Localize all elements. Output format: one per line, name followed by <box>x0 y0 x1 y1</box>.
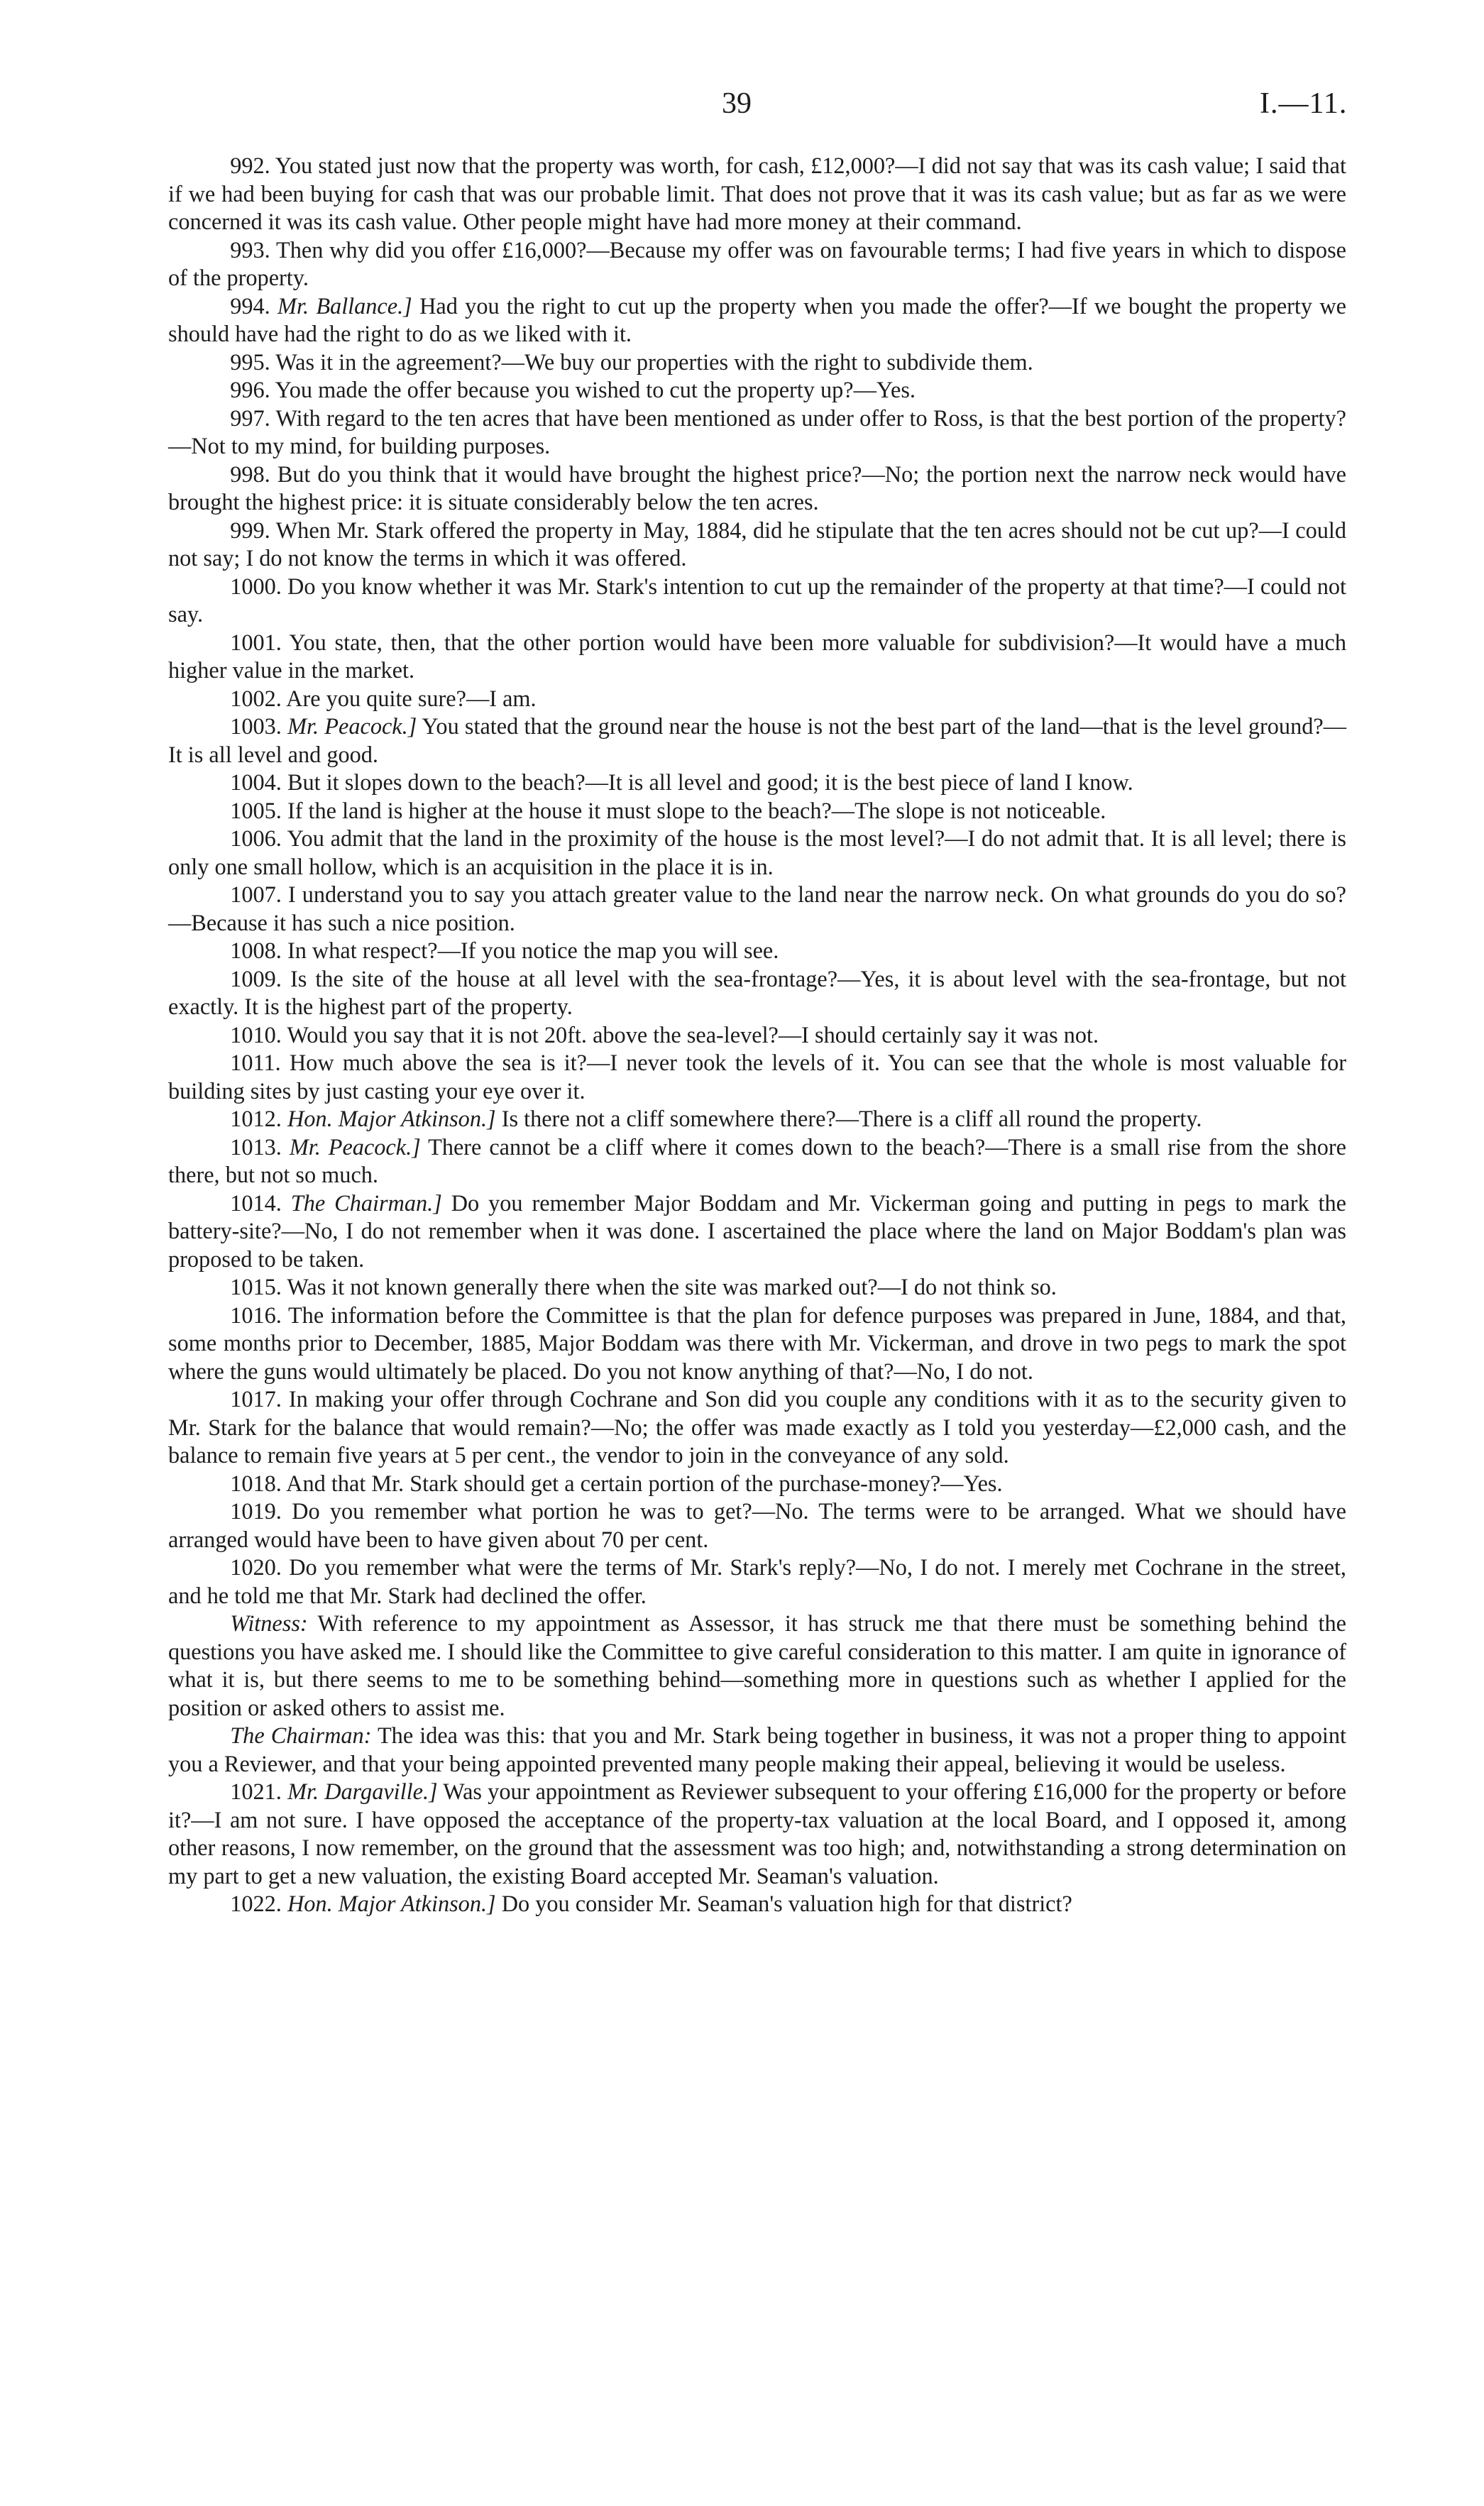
question-number: 1007. <box>230 881 282 907</box>
question-number: 1010. <box>230 1021 282 1048</box>
paragraph-text: Do you remember what portion he was to get?—No. The terms were to be arranged. What we should have arranged would have been to have given about 70 per cent. <box>168 1498 1347 1552</box>
paragraph-text: In what respect?—If you notice the map you will see. <box>287 938 779 963</box>
question-number: 1001. <box>230 629 282 655</box>
paragraph-text: Do you remember what were the terms of Mr. Stark's reply?—No, I do not. I merely met Cochrane in the street, and he told me that Mr. Stark had declined the offer. <box>168 1554 1346 1608</box>
question-number: 1014. <box>230 1189 282 1216</box>
paragraph-text: I understand you to say you attach greater value to the land near the narrow neck. On what grounds do you do so?—Because it has such a nice position. <box>168 881 1347 935</box>
question-number: 1003. <box>230 713 282 739</box>
paragraph-text: The information before the Committee is that the plan for defence purposes was prepared in June, 1884, and that, some months prior to December, 1885, Major Boddam was there with Mr. Vickerman, and drove in two pegs to mark the spot where the guns would ultimately be placed. Do you not know anything of that?—No, I do not. <box>168 1302 1346 1384</box>
paragraph-text: Do you remember Major Boddam and Mr. Vickerman going and putting in pegs to mark the battery-site?—No, I do not remember when it was done. I ascertained the place where the land on Major Boddam's plan was proposed to be taken. <box>168 1189 1346 1272</box>
paragraph-text: You state, then, that the other portion would have been more valuable for subdivision?—It would have a much higher value in the market. <box>168 629 1346 683</box>
paragraph-text: How much above the sea is it?—I never took the levels of it. You can see that the whole is most valuable for building sites by just casting your eye over it. <box>168 1050 1346 1104</box>
paragraph-text: Is there not a cliff somewhere there?—There is a cliff all round the property. <box>501 1106 1202 1131</box>
question-number: 1009. <box>230 965 282 991</box>
page-header <box>0 87 1484 129</box>
question-number: 1017. <box>230 1386 282 1412</box>
paragraph-text: When Mr. Stark offered the property in May, 1884, did he stipulate that the ten acres should not be cut up?—I could not say; I do not know the terms in which it was offered. <box>168 517 1346 571</box>
testimony-paragraph <box>168 713 1346 769</box>
page-number: 39 <box>722 87 752 120</box>
question-number: 995. <box>230 348 270 375</box>
testimony-paragraph <box>168 1722 1346 1778</box>
testimony-paragraph <box>168 1302 1346 1386</box>
testimony-paragraph <box>168 685 1346 713</box>
question-number: 1020. <box>230 1554 282 1580</box>
question-number: 997. <box>230 405 270 431</box>
testimony-paragraph <box>168 1049 1346 1105</box>
testimony-paragraph <box>168 376 1346 405</box>
question-number: 999. <box>230 517 270 543</box>
testimony-paragraph <box>168 292 1346 348</box>
question-number: 1022. <box>230 1891 282 1916</box>
testimony-paragraph <box>168 348 1346 377</box>
paragraph-text: Is the site of the house at all level with the sea-frontage?—Yes, it is about level with the sea-frontage, but not exactly. It is the highest part of the property. <box>168 965 1346 1019</box>
paragraph-text: But do you think that it would have brought the highest price?—No; the portion next the narrow neck would have brought the highest price: it is situate considerably below the ten acres. <box>168 461 1346 515</box>
testimony-paragraph <box>168 1385 1346 1470</box>
testimony-paragraph <box>168 573 1346 629</box>
testimony-paragraph <box>168 1497 1346 1554</box>
paragraph-text: There cannot be a cliff where it comes down to the beach?—There is a small rise from the shore there, but not so much. <box>168 1133 1346 1187</box>
paragraph-text: Was your appointment as Reviewer subsequent to your offering £16,000 for the property or before it?—I am not sure. I have opposed the acceptance of the property-tax valuation at the local Board, and I opposed it, among other reasons, I now remember, on the ground that the assessment was too high; and, notwithstanding a strong determination on my part to get a new valuation, the existing Board accepted Mr. Seaman's valuation. <box>168 1779 1347 1889</box>
question-number: 1012. <box>230 1106 282 1131</box>
question-number: 1018. <box>230 1470 282 1496</box>
testimony-paragraph <box>168 937 1346 965</box>
testimony-paragraph <box>168 461 1346 517</box>
paragraph-text: And that Mr. Stark should get a certain portion of the purchase-money?—Yes. <box>286 1470 1003 1496</box>
question-number: 1006. <box>230 825 282 851</box>
question-number: 1016. <box>230 1302 282 1328</box>
testimony-paragraph <box>168 1105 1346 1133</box>
speaker-label: The Chairman.] <box>290 1189 442 1216</box>
testimony-paragraph <box>168 1890 1346 1918</box>
question-number: 993. <box>230 236 270 263</box>
question-number: 1011. <box>230 1050 281 1075</box>
speaker-label: Mr. Ballance.] <box>277 292 412 319</box>
question-number: 1019. <box>230 1498 282 1524</box>
question-number: 992. <box>230 153 270 178</box>
paragraph-text: Was it in the agreement?—We buy our properties with the right to subdivide them. <box>275 348 1033 375</box>
paragraph-text: Do you know whether it was Mr. Stark's intention to cut up the remainder of the property at that time?—I could not say. <box>168 573 1346 627</box>
paragraph-text: In making your offer through Cochrane and Son did you couple any conditions with it as to the security given to Mr. Stark for the balance that would remain?—No; the offer was made exactly as I told you yesterday—£2,000 cash, and the balance to remain five years at 5 per cent., the vendor to join in the conveyance of any sold. <box>168 1386 1346 1468</box>
testimony-paragraph <box>168 1778 1346 1890</box>
paragraph-text: The idea was this: that you and Mr. Stark being together in business, it was not a proper thing to appoint you a Reviewer, and that your being appointed prevented many people making their appeal, believing it would be useless. <box>168 1722 1347 1776</box>
document-body <box>168 152 1346 1918</box>
question-number: 1021. <box>230 1779 282 1804</box>
question-number: 998. <box>230 461 270 487</box>
testimony-paragraph <box>168 1554 1346 1610</box>
testimony-paragraph <box>168 965 1346 1021</box>
paragraph-text: If the land is higher at the house it must slope to the beach?—The slope is not noticeable. <box>287 797 1106 823</box>
testimony-paragraph <box>168 517 1346 573</box>
question-number: 1004. <box>230 769 282 795</box>
testimony-paragraph <box>168 1610 1346 1722</box>
testimony-paragraph <box>168 1133 1346 1189</box>
testimony-paragraph <box>168 1189 1346 1274</box>
testimony-paragraph <box>168 1021 1346 1050</box>
series-number: I.—11. <box>1260 87 1348 120</box>
question-number: 1015. <box>230 1274 282 1299</box>
speaker-label: Mr. Dargaville.] <box>287 1779 438 1804</box>
question-number: 1008. <box>230 938 282 963</box>
speaker-label: Mr. Peacock.] <box>289 1133 421 1160</box>
paragraph-text: With regard to the ten acres that have been mentioned as under offer to Ross, is that the best portion of the property?—Not to my mind, for building purposes. <box>168 405 1346 458</box>
speaker-label: Witness: <box>230 1610 308 1636</box>
testimony-paragraph <box>168 236 1346 292</box>
paragraph-text: You stated that the ground near the house is not the best part of the land—that is the level ground?—It is all level and good. <box>168 713 1346 767</box>
speaker-label: The Chairman: <box>230 1722 372 1748</box>
speaker-label: Hon. Major Atkinson.] <box>287 1891 496 1916</box>
paragraph-text: Are you quite sure?—I am. <box>286 685 537 711</box>
testimony-paragraph <box>168 152 1346 236</box>
paragraph-text: Was it not known generally there when the site was marked out?—I do not think so. <box>287 1274 1057 1299</box>
testimony-paragraph <box>168 1273 1346 1302</box>
paragraph-text: But it slopes down to the beach?—It is all level and good; it is the best piece of land I know. <box>287 769 1133 795</box>
question-number: 1013. <box>230 1133 282 1160</box>
paragraph-text: Then why did you offer £16,000?—Because my offer was on favourable terms; I had five years in which to dispose of the property. <box>168 236 1346 290</box>
paragraph-text: You made the offer because you wished to cut the property up?—Yes. <box>275 377 916 402</box>
speaker-label: Hon. Major Atkinson.] <box>287 1106 496 1131</box>
paragraph-text: With reference to my appointment as Assessor, it has struck me that there must be something behind the questions you have asked me. I should like the Committee to give careful consideration to this matter. I am quite in ignorance of what it is, but there seems to me to be something behind—something more in questions such as whether I applied for the position or asked others to assist me. <box>168 1610 1347 1720</box>
question-number: 1000. <box>230 573 282 599</box>
paragraph-text: Had you the right to cut up the property when you made the offer?—If we bought the property we should have had the right to do as we liked with it. <box>168 292 1346 346</box>
speaker-label: Mr. Peacock.] <box>287 713 417 739</box>
testimony-paragraph <box>168 1470 1346 1498</box>
testimony-paragraph <box>168 629 1346 685</box>
question-number: 994. <box>230 292 270 319</box>
testimony-paragraph <box>168 825 1346 881</box>
paragraph-text: You admit that the land in the proximity of the house is the most level?—I do not admit that. It is all level; there is only one small hollow, which is an acquisition in the place it is in. <box>168 825 1346 879</box>
paragraph-text: You stated just now that the property was worth, for cash, £12,000?—I did not say that was its cash value; I said that if we had been buying for cash that was our probable limit. That does not prove that it was its cash value; but as far as we were concerned it was its cash value. Other people might have had more money at their command. <box>168 153 1346 234</box>
testimony-paragraph <box>168 769 1346 797</box>
testimony-paragraph <box>168 797 1346 825</box>
paragraph-text: Do you consider Mr. Seaman's valuation high for that district? <box>501 1891 1072 1916</box>
paragraph-text: Would you say that it is not 20ft. above the sea-level?—I should certainly say it was not. <box>287 1021 1099 1048</box>
testimony-paragraph <box>168 881 1346 937</box>
question-number: 1005. <box>230 797 282 823</box>
question-number: 1002. <box>230 685 282 711</box>
question-number: 996. <box>230 377 270 402</box>
testimony-paragraph <box>168 405 1346 461</box>
